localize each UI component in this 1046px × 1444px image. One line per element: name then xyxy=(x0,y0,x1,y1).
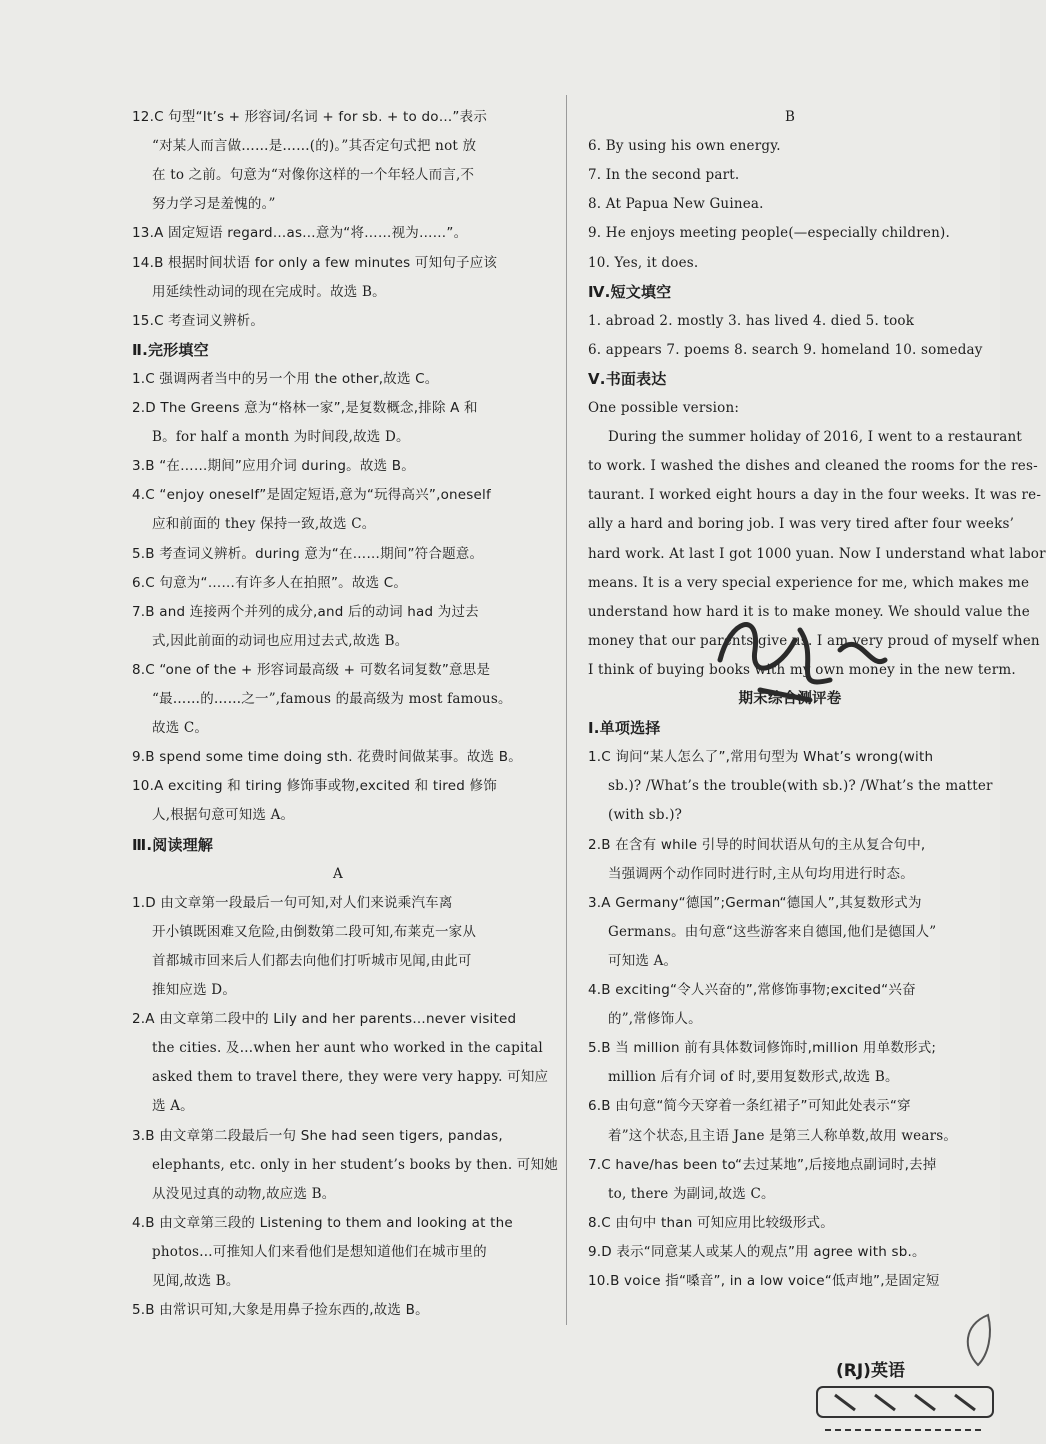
section-heading: Ⅳ.短文填空 xyxy=(588,282,672,301)
answer-line: B xyxy=(784,109,796,125)
answer-line: ally a hard and boring job. I was very tired after four weeks’ xyxy=(588,516,1015,533)
answer-line: 9. He enjoys meeting people(—especially children). xyxy=(588,225,950,242)
answer-line: 6.B 由句意“简今天穿着一条红裙子”可知此处表示“穿 xyxy=(588,1098,911,1115)
column-divider xyxy=(566,95,567,1325)
answer-line: 5.B 考查词义辨析。during 意为“在……期间”符合题意。 xyxy=(132,545,484,562)
answer-line: 推知应选 D。 xyxy=(152,982,237,998)
answer-line: photos…可推知人们来看他们是想知道他们在城市里的 xyxy=(152,1243,487,1260)
answer-line: Germans。由句意“这些游客来自德国,他们是德国人” xyxy=(608,923,937,940)
answer-line: million 后有介词 of 时,要用复数形式,故选 B。 xyxy=(608,1069,899,1086)
answer-line: 5.B 由常识可知,大象是用鼻子捡东西的,故选 B。 xyxy=(132,1302,429,1319)
answer-line: understand how hard it is to make money. We should value the xyxy=(588,603,1030,620)
answer-line: 1.D 由文章第一段最后一句可知,对人们来说乘汽车离 xyxy=(132,894,453,911)
answer-line: 式,因此前面的动词也应用过去式,故选 B。 xyxy=(152,632,409,649)
answer-line: 努力学习是羞愧的。” xyxy=(152,196,276,213)
answer-line: 10. Yes, it does. xyxy=(588,254,699,271)
section-heading: Ⅱ.完形填空 xyxy=(132,340,209,359)
answer-line: 6. appears 7. poems 8. search 9. homeland 10. someday xyxy=(588,341,983,358)
answer-line: money that our parents give us. I am very proud of myself when xyxy=(588,632,1040,649)
answer-line: B。for half a month 为时间段,故选 D。 xyxy=(152,429,410,446)
answer-line: 14.B 根据时间状语 for only a few minutes 可知句子应该 xyxy=(132,254,498,271)
leaf-decoration-icon xyxy=(958,1310,998,1370)
answer-line: to work. I washed the dishes and cleaned the rooms for the res- xyxy=(588,458,1038,475)
answer-line: A xyxy=(333,865,343,882)
answer-line: asked them to travel there, they were very happy. 可知应 xyxy=(152,1069,549,1086)
answer-line: One possible version: xyxy=(588,400,740,416)
answer-line: 10.B voice 指“嗓音”, in a low voice“低声地”,是固定短 xyxy=(588,1273,940,1289)
answer-line: 首都城市回来后人们都去向他们打听城市见闻,由此可 xyxy=(152,952,472,969)
answer-line: 15.C 考查词义辨析。 xyxy=(132,312,265,329)
answer-line: 13.A 固定短语 regard…as…意为“将……视为……”。 xyxy=(132,225,468,242)
answer-line: 8.C “one of the + 形容词最高级 + 可数名词复数”意思是 xyxy=(132,661,491,678)
answer-line: 6. By using his own energy. xyxy=(588,138,781,155)
answer-line: 6.C 句意为“……有许多人在拍照”。故选 C。 xyxy=(132,574,408,591)
answer-line: 1.C 强调两者当中的另一个用 the other,故选 C。 xyxy=(132,370,439,387)
answer-line: 可知选 A。 xyxy=(608,952,678,969)
answer-line: 应和前面的 they 保持一致,故选 C。 xyxy=(152,516,376,533)
answer-line: 2.A 由文章第二段中的 Lily and her parents…never visited xyxy=(132,1011,517,1028)
answer-line: 见闻,故选 B。 xyxy=(152,1273,240,1289)
answer-line: 7.B and 连接两个并列的成分,and 后的动词 had 为过去 xyxy=(132,603,479,620)
answer-line: 着”这个状态,且主语 Jane 是第三人称单数,故用 wears。 xyxy=(608,1127,958,1144)
answer-line: 故选 C。 xyxy=(152,720,209,737)
answer-line: I think of buying books with my own money in the new term. xyxy=(588,661,1016,678)
answer-line: to, there 为副词,故选 C。 xyxy=(608,1185,775,1202)
answer-line: 人,根据句意可知选 A。 xyxy=(152,807,295,824)
answer-line: 5.B 当 million 前有具体数词修饰时,million 用单数形式; xyxy=(588,1040,937,1057)
answer-line: means. It is a very special experience for me, which makes me xyxy=(588,574,1030,591)
answer-line: “最……的……之一”,famous 的最高级为 most famous。 xyxy=(152,691,512,707)
answer-line: 9.D 表示“同意某人或某人的观点”用 agree with sb.。 xyxy=(588,1243,926,1260)
answer-line: 7.C have/has been to“去过某地”,后接地点副词时,去掉 xyxy=(588,1156,937,1173)
answer-line: 1.C 询问“某人怎么了”,常用句型为 What’s wrong(with xyxy=(588,749,934,766)
answer-line: 当强调两个动作同时进行时,主从句均用进行时态。 xyxy=(608,865,914,882)
answer-line: 7. In the second part. xyxy=(588,167,740,184)
answer-line: 2.D The Greens 意为“格林一家”,是复数概念,排除 A 和 xyxy=(132,400,478,416)
answer-line: 2.B 在含有 while 引导的时间状语从句的主从复合句中, xyxy=(588,836,926,853)
answer-line: 1. abroad 2. mostly 3. has lived 4. died 5. took xyxy=(588,312,915,329)
answer-line: 8. At Papua New Guinea. xyxy=(588,196,764,213)
answer-line: 3.A Germany“德国”;German“德国人”,其复数形式为 xyxy=(588,894,922,911)
answer-line: 3.B 由文章第二段最后一句 She had seen tigers, pandas, xyxy=(132,1127,503,1144)
answer-line: hard work. At last I got 1000 yuan. Now I understand what labor xyxy=(588,545,1046,562)
answer-line: the cities. 及…when her aunt who worked in the capital xyxy=(152,1040,543,1057)
answer-line: 从没见过真的动物,故应选 B。 xyxy=(152,1185,336,1202)
section-heading: Ⅲ.阅读理解 xyxy=(132,835,214,854)
section-heading: Ⅴ.书面表达 xyxy=(588,369,667,388)
answer-line: 9.B spend some time doing sth. 花费时间做某事。故选 B。 xyxy=(132,749,522,766)
answer-line: sb.)? /What’s the trouble(with sb.)? /What’s the matter xyxy=(608,778,993,795)
answer-line: 用延续性动词的现在完成时。故选 B。 xyxy=(152,283,386,300)
subject-tag: (RJ)英语 xyxy=(836,1361,905,1381)
answer-line: “对某人而言做……是……(的)。”其否定句式把 not 放 xyxy=(152,138,477,155)
answer-line: 的”,常修饰人。 xyxy=(608,1011,702,1028)
answer-line: 3.B “在……期间”应用介词 during。故选 B。 xyxy=(132,458,415,475)
answer-line: 12.C 句型“It’s + 形容词/名词 + for sb. + to do…”表示 xyxy=(132,109,488,125)
handwritten-stamp-mark xyxy=(700,590,900,720)
answer-line: elephants, etc. only in her student’s books by then. 可知她 xyxy=(152,1156,558,1173)
answer-line: taurant. I worked eight hours a day in the four weeks. It was re- xyxy=(588,487,1042,504)
answer-line: (with sb.)? xyxy=(608,807,683,824)
answer-line: 在 to 之前。句意为“对像你这样的一个年轻人而言,不 xyxy=(152,167,475,184)
answer-line: During the summer holiday of 2016, I went to a restaurant xyxy=(608,429,1023,446)
answer-line: 开小镇既困难又危险,由倒数第二段可知,布莱克一家从 xyxy=(152,923,477,940)
answer-line: 10.A exciting 和 tiring 修饰事或物,excited 和 tired 修饰 xyxy=(132,778,497,795)
answer-line: 期末综合测评卷 xyxy=(738,691,842,707)
section-heading: Ⅰ.单项选择 xyxy=(588,719,661,738)
answer-line: 4.B 由文章第三段的 Listening to them and looking at the xyxy=(132,1214,513,1231)
watermark-logo xyxy=(815,1385,995,1440)
answer-line: 选 A。 xyxy=(152,1098,194,1115)
answer-line: 4.B exciting“令人兴奋的”,常修饰事物;excited“兴奋 xyxy=(588,982,916,998)
answer-line: 4.C “enjoy oneself”是固定短语,意为“玩得高兴”,oneself xyxy=(132,487,491,504)
answer-line: 8.C 由句中 than 可知应用比较级形式。 xyxy=(588,1214,834,1231)
